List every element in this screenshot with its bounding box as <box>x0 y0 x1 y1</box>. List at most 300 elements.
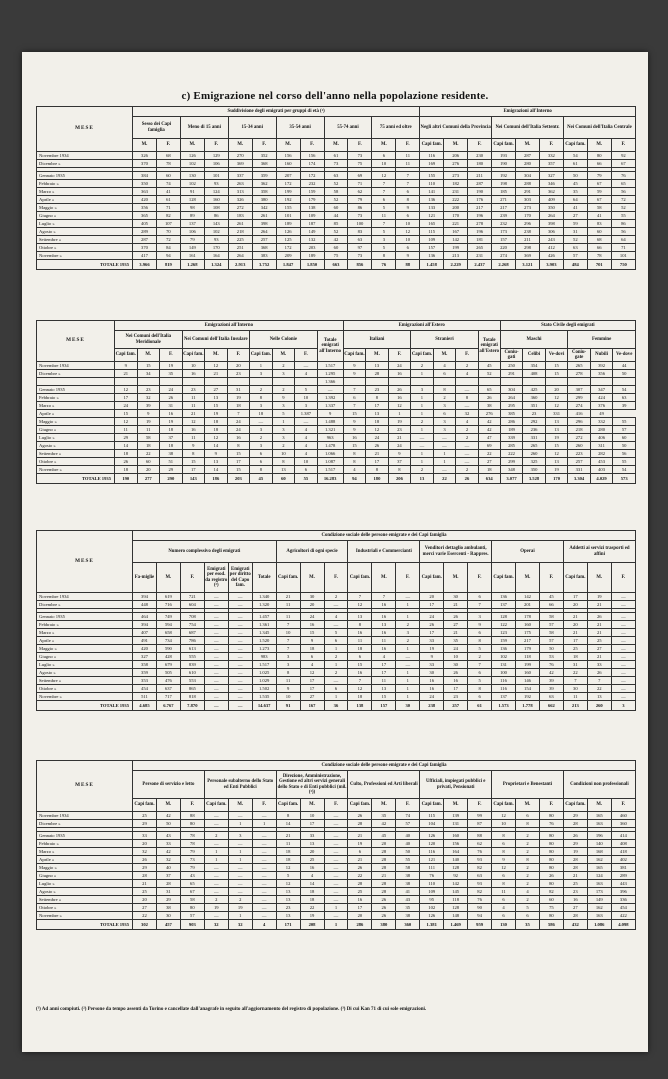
data-cell: 460 <box>611 812 635 820</box>
data-cell: 111 <box>420 864 444 872</box>
month-label: Marzo » <box>37 188 133 196</box>
total-label: TOTALE 1935 <box>37 474 115 484</box>
total-cell: 586 <box>539 920 563 930</box>
data-cell: 4 <box>300 872 324 880</box>
data-cell: 189 <box>300 252 324 260</box>
section-social-1 <box>36 530 636 711</box>
data-cell: 11 <box>276 677 300 685</box>
data-cell: 8 <box>433 386 456 394</box>
data-cell: 9 <box>396 204 420 212</box>
data-cell: 80 <box>539 856 563 864</box>
data-cell: 304 <box>500 386 523 394</box>
data-cell: 28 <box>372 864 396 872</box>
subheader-cell: M. <box>587 139 611 152</box>
data-cell: 264 <box>539 212 563 220</box>
data-cell: 6 <box>468 669 492 677</box>
data-cell: — <box>228 840 252 848</box>
data-cell: 76 <box>539 661 563 669</box>
total-cell: 3.903 <box>539 260 563 270</box>
data-cell: 1 <box>433 458 456 466</box>
data-cell: 3 <box>276 661 300 669</box>
data-cell: 28 <box>372 856 396 864</box>
data-cell: 332 <box>539 152 563 160</box>
data-cell: 78 <box>156 160 180 168</box>
data-cell: 6 <box>516 912 540 920</box>
data-cell: 38 <box>396 912 420 920</box>
data-cell: 56 <box>613 450 636 458</box>
data-cell: 250 <box>500 362 523 370</box>
data-cell: 368 <box>252 244 276 252</box>
table-internal-external <box>36 320 636 484</box>
data-cell: 41 <box>396 888 420 896</box>
subheader-cell: M. <box>300 563 324 593</box>
data-cell: 15 <box>182 458 205 466</box>
data-cell: 138 <box>300 204 324 212</box>
data-cell: 454 <box>133 685 157 693</box>
data-cell: 31 <box>563 661 587 669</box>
data-cell: 425 <box>523 386 546 394</box>
data-cell: 24 <box>115 402 138 410</box>
data-cell: 52 <box>324 180 348 188</box>
data-cell: 408 <box>523 370 546 378</box>
data-cell: — <box>324 601 348 609</box>
data-cell: 57 <box>539 637 563 645</box>
data-cell: 156 <box>276 152 300 160</box>
month-label: Agosto » <box>37 228 133 236</box>
data-cell: 76 <box>611 172 635 180</box>
data-cell: 380 <box>252 196 276 204</box>
data-cell: 170 <box>204 244 228 252</box>
data-cell: 25 <box>587 637 611 645</box>
table-row <box>37 896 636 904</box>
data-cell: 18 <box>160 426 183 434</box>
data-cell: 296 <box>516 220 540 228</box>
table-row <box>37 378 636 386</box>
data-cell: 21 <box>587 601 611 609</box>
subheader-cell: M. <box>444 563 468 593</box>
data-cell: 3 <box>272 370 295 378</box>
data-cell: 189 <box>276 220 300 228</box>
total-cell: 7.870 <box>180 701 204 711</box>
total-cell: 2.437 <box>468 260 492 270</box>
total-cell: 16.283 <box>317 474 343 484</box>
table-row <box>37 856 636 864</box>
data-cell: 12 <box>545 402 568 410</box>
data-cell: 19 <box>545 434 568 442</box>
data-cell: 18 <box>478 466 500 474</box>
data-cell: — <box>204 637 228 645</box>
data-cell: 238 <box>516 228 540 236</box>
total-cell: 88 <box>396 260 420 270</box>
data-cell: 20 <box>137 466 160 474</box>
data-cell: 16 <box>372 601 396 609</box>
data-cell: 218 <box>228 228 252 236</box>
data-cell: 82 <box>468 888 492 896</box>
total-cell: 130 <box>492 920 516 930</box>
data-cell: 44 <box>324 212 348 220</box>
data-cell: 359 <box>133 669 157 677</box>
data-cell: 17 <box>227 458 250 466</box>
total-cell: 573 <box>613 474 636 484</box>
data-cell: 708 <box>180 613 204 621</box>
subheader-cell: Capi fam. <box>250 349 273 362</box>
data-cell: 236 <box>523 426 546 434</box>
month-label: Febbraio » <box>37 394 115 402</box>
data-cell: 143 <box>204 220 228 228</box>
data-cell: 5 <box>468 677 492 685</box>
data-cell: 74 <box>156 180 180 188</box>
subheader-cell: F. <box>396 563 420 593</box>
data-cell: 12 <box>205 362 228 370</box>
data-cell: 106 <box>180 228 204 236</box>
total-cell: 4.098 <box>611 920 635 930</box>
data-cell: 149 <box>587 896 611 904</box>
data-cell: 54 <box>613 466 636 474</box>
data-cell: 101 <box>276 212 300 220</box>
total-cell: 1.268 <box>180 260 204 270</box>
data-cell: 192 <box>516 693 540 701</box>
data-cell: 25 <box>348 888 372 896</box>
data-cell: 58 <box>324 188 348 196</box>
subheader-cell: F. <box>324 799 348 812</box>
data-cell: 183 <box>228 212 252 220</box>
data-cell: 6 <box>324 685 348 693</box>
data-cell: 54 <box>563 152 587 160</box>
data-cell <box>182 378 205 386</box>
data-cell: 3 <box>433 426 456 434</box>
data-cell: 6 <box>492 872 516 880</box>
data-cell: — <box>324 840 348 848</box>
data-cell: 145 <box>444 888 468 896</box>
data-cell: 79 <box>180 236 204 244</box>
data-cell: 15 <box>137 362 160 370</box>
subheader-cell: F. <box>396 799 420 812</box>
data-cell: 658 <box>156 629 180 637</box>
total-cell: 903 <box>180 920 204 930</box>
data-cell: 68 <box>156 152 180 160</box>
data-cell: 273 <box>516 204 540 212</box>
data-cell: — <box>324 677 348 685</box>
data-cell: 21 <box>587 653 611 661</box>
data-cell: 142 <box>444 236 468 244</box>
subheader-cell: F. <box>539 563 563 593</box>
data-cell: 40 <box>396 840 420 848</box>
data-cell <box>343 378 366 386</box>
data-cell: 80 <box>539 848 563 856</box>
col-mese: MESE <box>37 107 133 152</box>
data-cell: 287 <box>516 152 540 160</box>
data-cell: 28 <box>366 370 389 378</box>
month-label: Giugno » <box>37 653 133 661</box>
total-cell: 2.913 <box>228 260 252 270</box>
data-cell: 7 <box>396 172 420 180</box>
data-cell: 4 <box>295 370 318 378</box>
data-cell: 22 <box>587 685 611 693</box>
data-cell: 839 <box>180 661 204 669</box>
data-cell: 29 <box>563 840 587 848</box>
total-row <box>37 260 636 270</box>
data-cell: 4 <box>456 370 479 378</box>
col-colonie: Nelle Colonie <box>250 331 318 349</box>
month-label: Agosto » <box>37 669 133 677</box>
data-cell: 80 <box>539 840 563 848</box>
col-age-3: 55-74 anni <box>324 117 372 139</box>
total-cell: 3.077 <box>500 474 523 484</box>
data-cell: 28 <box>348 820 372 828</box>
data-cell: 45 <box>563 180 587 188</box>
data-cell: 18 <box>300 896 324 904</box>
subheader-cell: Coniu-gate <box>568 349 591 362</box>
data-cell: 28 <box>563 820 587 828</box>
data-cell: 3 <box>272 402 295 410</box>
data-cell: 6 <box>516 812 540 820</box>
total-cell: 3.304 <box>568 474 591 484</box>
data-cell: 93 <box>204 236 228 244</box>
data-cell <box>456 378 479 386</box>
subheader-cell: M. <box>276 139 300 152</box>
table-row <box>37 466 636 474</box>
data-cell: — <box>228 653 252 661</box>
data-cell: 4 <box>343 466 366 474</box>
subheader-cell: M. <box>180 139 204 152</box>
data-cell: 21 <box>115 370 138 378</box>
data-cell: — <box>611 601 635 609</box>
total-cell: 1.458 <box>420 260 444 270</box>
data-cell: 3 <box>250 426 273 434</box>
data-cell: 8 <box>516 856 540 864</box>
data-cell: 21 <box>276 832 300 840</box>
data-cell: 192 <box>276 196 300 204</box>
month-label: Aprile » <box>37 196 133 204</box>
data-cell: 76 <box>468 896 492 904</box>
subheader-cell: F. <box>160 349 183 362</box>
data-cell: 42 <box>156 848 180 856</box>
data-cell: 116 <box>420 848 444 856</box>
data-cell: 16 <box>348 669 372 677</box>
data-cell: — <box>611 693 635 701</box>
data-cell: 394 <box>133 621 157 629</box>
data-cell: 2 <box>250 386 273 394</box>
data-cell: 162 <box>587 904 611 912</box>
table-row <box>37 160 636 168</box>
data-cell: 261 <box>228 220 252 228</box>
data-cell: 71 <box>611 244 635 252</box>
subheader-cell: M. <box>300 799 324 812</box>
data-cell: 26 <box>420 621 444 629</box>
data-cell: 1.295 <box>317 370 343 378</box>
data-cell: 327 <box>539 172 563 180</box>
data-cell: 1.502 <box>252 685 276 693</box>
month-label: Ottobre » <box>37 458 115 466</box>
data-cell <box>613 378 636 386</box>
data-cell: 339 <box>500 434 523 442</box>
data-cell: 18 <box>227 402 250 410</box>
data-cell: 19 <box>300 912 324 920</box>
data-cell: 13 <box>545 418 568 426</box>
total-cell: 662 <box>539 701 563 711</box>
data-cell <box>205 378 228 386</box>
total-label: TOTALE 1935 <box>37 260 133 270</box>
data-cell: 610 <box>180 669 204 677</box>
data-cell: 8 <box>250 466 273 474</box>
data-cell: 278 <box>468 220 492 228</box>
data-cell: 222 <box>444 196 468 204</box>
data-cell: 24 <box>444 645 468 653</box>
subheader-cell: Capi fam. <box>343 349 366 362</box>
data-cell: 1 <box>396 645 420 653</box>
data-cell: 287 <box>133 236 157 244</box>
data-cell: 8 <box>276 669 300 677</box>
data-cell: 16 <box>372 645 396 653</box>
data-cell: 1 <box>324 693 348 701</box>
data-cell: 79 <box>587 172 611 180</box>
subheader-cell: F. <box>468 563 492 593</box>
data-cell: 59 <box>563 220 587 228</box>
total-cell: 257 <box>444 701 468 711</box>
table-row <box>37 252 636 260</box>
table-row <box>37 418 636 426</box>
data-cell: 307 <box>568 386 591 394</box>
data-cell: 5 <box>295 386 318 394</box>
total-cell: 14.637 <box>252 701 276 711</box>
subheader-cell: M. <box>372 799 396 812</box>
data-cell: 13 <box>366 410 389 418</box>
total-cell: 260 <box>587 701 611 711</box>
data-cell: 18 <box>205 426 228 434</box>
data-cell: 392 <box>590 362 613 370</box>
data-cell: 2 <box>324 669 348 677</box>
data-cell: 164 <box>204 252 228 260</box>
data-cell: 24 <box>227 418 250 426</box>
data-cell: — <box>250 418 273 426</box>
month-label: Marzo » <box>37 402 115 410</box>
data-cell: — <box>611 653 635 661</box>
data-cell: — <box>204 888 228 896</box>
data-cell: 94 <box>468 912 492 920</box>
data-cell: 1 <box>388 410 411 418</box>
total-cell: 701 <box>587 260 611 270</box>
data-cell: 2 <box>250 434 273 442</box>
total-cell: 3 <box>611 701 635 711</box>
total-label: TOTALE 1935 <box>37 920 133 930</box>
data-cell: 172 <box>276 180 300 188</box>
data-cell: 30 <box>563 685 587 693</box>
data-cell: 27 <box>300 693 324 701</box>
data-cell: — <box>204 661 228 669</box>
data-cell: 65 <box>611 180 635 188</box>
data-cell: 16 <box>388 394 411 402</box>
data-cell: 25 <box>563 645 587 653</box>
data-cell: 76 <box>420 872 444 880</box>
data-cell: 42 <box>372 820 396 828</box>
data-cell: 8 <box>343 458 366 466</box>
data-cell: 17 <box>366 402 389 410</box>
data-cell: 50 <box>563 172 587 180</box>
data-cell: 207 <box>276 172 300 180</box>
data-cell: 27 <box>205 386 228 394</box>
data-cell: 408 <box>611 840 635 848</box>
data-cell <box>115 378 138 386</box>
subheader-cell: M. <box>156 799 180 812</box>
total-cell: 170 <box>545 474 568 484</box>
data-cell: 27 <box>478 458 500 466</box>
data-cell: 92 <box>444 872 468 880</box>
data-cell: 76 <box>468 848 492 856</box>
data-cell: 2 <box>324 653 348 661</box>
data-cell: 734 <box>156 637 180 645</box>
subheader-cell: M. <box>433 349 456 362</box>
subheader-cell: Capi fam. <box>348 563 372 593</box>
data-cell: 1 <box>411 426 434 434</box>
data-cell: 1 <box>250 362 273 370</box>
data-cell: 327 <box>133 653 157 661</box>
data-cell: — <box>433 442 456 450</box>
data-cell: 1 <box>396 613 420 621</box>
data-cell: 110 <box>420 180 444 188</box>
month-label: Agosto » <box>37 888 133 896</box>
data-cell: 80 <box>539 912 563 920</box>
data-cell: 26 <box>366 442 389 450</box>
data-cell: 1.025 <box>252 669 276 677</box>
data-cell: 24 <box>388 442 411 450</box>
total-cell: 13 <box>411 474 434 484</box>
data-cell: 189 <box>500 426 523 434</box>
data-cell: 42 <box>478 418 500 426</box>
data-cell: 159 <box>300 188 324 196</box>
data-cell: 16 <box>182 426 205 434</box>
data-cell: 9 <box>276 685 300 693</box>
data-cell: 12 <box>396 228 420 236</box>
data-cell: 13 <box>545 426 568 434</box>
data-cell: — <box>396 661 420 669</box>
table-row <box>37 601 636 609</box>
table-row <box>37 820 636 828</box>
data-cell: 21 <box>444 601 468 609</box>
month-label: Gennaio 1935 <box>37 613 133 621</box>
data-cell: 155 <box>276 204 300 212</box>
data-cell: 273 <box>444 172 468 180</box>
data-cell: 178 <box>516 613 540 621</box>
total-cell: 360 <box>396 920 420 930</box>
subheader-cell: F. <box>539 139 563 152</box>
data-cell: 14 <box>300 880 324 888</box>
data-cell: — <box>295 418 318 426</box>
group-internal-2: Emigrazioni all'Interno <box>115 321 344 331</box>
data-cell: 11 <box>182 402 205 410</box>
data-cell: 25 <box>300 856 324 864</box>
col-mese-3: MESE <box>37 531 133 593</box>
data-cell: — <box>252 912 276 920</box>
data-cell: 75 <box>539 904 563 912</box>
subheader-cell: Capi fam. <box>115 349 138 362</box>
data-cell: 34 <box>137 370 160 378</box>
data-cell: 9 <box>272 394 295 402</box>
data-cell: 43 <box>396 896 420 904</box>
data-cell: 126 <box>420 832 444 840</box>
data-cell: 128 <box>492 613 516 621</box>
data-cell: 18 <box>300 645 324 653</box>
data-cell: 58 <box>396 864 420 872</box>
month-label: Febbraio » <box>37 180 133 188</box>
col-mese-4: MESE <box>37 761 133 812</box>
total-cell: 484 <box>563 260 587 270</box>
table-row <box>37 220 636 228</box>
data-cell: 201 <box>516 601 540 609</box>
data-cell: 163 <box>587 880 611 888</box>
data-cell: 426 <box>539 252 563 260</box>
data-cell: 32 <box>137 394 160 402</box>
month-label: Novembre 1934 <box>37 593 133 601</box>
